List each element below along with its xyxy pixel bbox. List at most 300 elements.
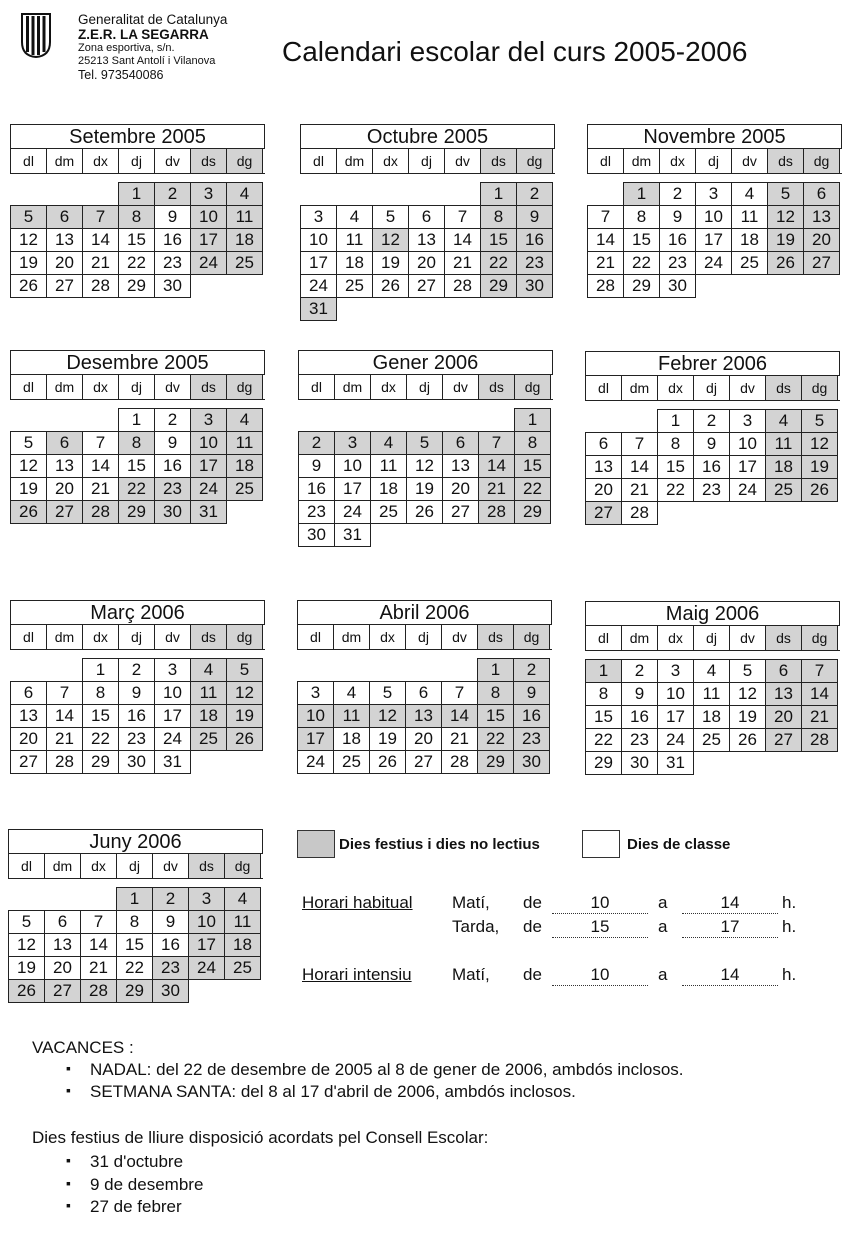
holiday-day-cell: 11 — [190, 681, 227, 705]
holiday-day-cell: 3 — [334, 431, 371, 455]
school-day-cell: 18 — [333, 727, 370, 751]
school-day-cell: 12 — [729, 682, 766, 706]
calendar-month — [587, 124, 842, 298]
school-day-cell: 23 — [118, 727, 155, 751]
school-day-cell: 14 — [621, 455, 658, 479]
school-day-cell: 19 — [10, 251, 47, 275]
from-label: de — [523, 917, 542, 936]
weekday-header-row — [10, 375, 265, 400]
holiday-day-cell: 29 — [480, 274, 517, 298]
calendar-month — [10, 350, 265, 524]
school-day-cell: 13 — [408, 228, 445, 252]
holiday-day-cell: 17 — [190, 454, 227, 478]
school-day-cell: 19 — [729, 705, 766, 729]
school-day-cell: 30 — [621, 751, 658, 775]
holiday-day-cell: 13 — [405, 704, 442, 728]
school-day-cell: 31 — [334, 523, 371, 547]
school-day-cell: 2 — [659, 182, 696, 206]
holiday-day-cell: 8 — [118, 205, 155, 229]
month-title: Gener 2006 — [298, 350, 553, 375]
holiday-day-cell: 2 — [152, 887, 189, 911]
school-day-cell: 16 — [152, 933, 189, 957]
holiday-day-cell: 27 — [44, 979, 81, 1003]
weekday-header: dm — [47, 625, 83, 649]
holiday-day-cell: 21 — [801, 705, 838, 729]
holiday-day-cell: 5 — [10, 205, 47, 229]
weekday-header-row — [10, 149, 265, 174]
weekday-header: dm — [335, 375, 371, 399]
holiday-day-cell: 9 — [513, 681, 550, 705]
school-day-cell: 28 — [587, 274, 624, 298]
weekday-header: dx — [81, 854, 117, 878]
holiday-day-cell: 19 — [226, 704, 263, 728]
school-day-cell: 28 — [444, 274, 481, 298]
calendar-month — [8, 829, 263, 1003]
school-day-cell: 24 — [729, 478, 766, 502]
holiday-day-cell: 22 — [477, 727, 514, 751]
holiday-day-cell: 8 — [118, 431, 155, 455]
school-day-cell: 27 — [405, 750, 442, 774]
weekday-header: ds — [189, 854, 225, 878]
holiday-day-cell: 7 — [801, 659, 838, 683]
school-day-cell: 12 — [10, 228, 47, 252]
school-day-cell: 20 — [46, 251, 83, 275]
holiday-day-cell: 23 — [516, 251, 553, 275]
school-name: Z.E.R. LA SEGARRA — [78, 27, 209, 42]
weekday-header: dv — [153, 854, 189, 878]
school-day-cell: 5 — [369, 681, 406, 705]
holiday-day-cell: 26 — [767, 251, 804, 275]
weekday-header: dx — [83, 625, 119, 649]
holiday-day-cell: 12 — [369, 704, 406, 728]
school-day-cell: 20 — [408, 251, 445, 275]
school-day-cell: 15 — [585, 705, 622, 729]
school-day-cell: 13 — [585, 455, 622, 479]
holiday-day-cell: 31 — [300, 297, 337, 321]
school-day-cell: 16 — [298, 477, 335, 501]
holiday-day-cell: 12 — [226, 681, 263, 705]
holiday-day-cell: 11 — [226, 431, 263, 455]
weekday-header: dg — [227, 375, 263, 399]
holiday-day-cell: 23 — [154, 477, 191, 501]
holiday-day-cell: 17 — [297, 727, 334, 751]
holiday-day-cell: 18 — [765, 455, 802, 479]
school-day-cell: 24 — [154, 727, 191, 751]
weekday-header: dg — [227, 625, 263, 649]
weekday-header: dx — [658, 376, 694, 400]
weekday-header: dj — [696, 149, 732, 173]
school-day-cell: 4 — [336, 205, 373, 229]
holiday-day-cell: 30 — [152, 979, 189, 1003]
school-day-cell: 7 — [80, 910, 117, 934]
weekday-header: dg — [515, 375, 551, 399]
holiday-day-cell: 14 — [801, 682, 838, 706]
school-day-cell: 3 — [154, 658, 191, 682]
school-day-cell: 28 — [441, 750, 478, 774]
holiday-day-cell: 29 — [118, 500, 155, 524]
school-day-cell: 13 — [46, 228, 83, 252]
holiday-day-cell: 4 — [226, 408, 263, 432]
school-day-cell: 10 — [657, 682, 694, 706]
holiday-day-cell: 20 — [765, 705, 802, 729]
school-day-cell: 26 — [10, 274, 47, 298]
holiday-day-cell: 6 — [442, 431, 479, 455]
weekday-header: dm — [622, 626, 658, 650]
school-day-cell: 19 — [369, 727, 406, 751]
weekday-header: dm — [624, 149, 660, 173]
holiday-day-cell: 24 — [190, 477, 227, 501]
school-day-cell: 11 — [693, 682, 730, 706]
school-day-cell: 23 — [693, 478, 730, 502]
generalitat-logo-icon — [20, 12, 52, 58]
holiday-day-cell: 11 — [226, 205, 263, 229]
weekday-header: ds — [191, 149, 227, 173]
holiday-day-cell: 3 — [190, 408, 227, 432]
school-day-cell: 28 — [621, 501, 658, 525]
school-day-cell: 21 — [82, 251, 119, 275]
school-day-cell: 6 — [44, 910, 81, 934]
holiday-day-cell: 3 — [190, 182, 227, 206]
school-day-cell: 28 — [82, 274, 119, 298]
holiday-day-cell: 22 — [480, 251, 517, 275]
day-grid — [587, 182, 842, 298]
holiday-day-cell: 30 — [513, 750, 550, 774]
school-day-cell: 23 — [154, 251, 191, 275]
holiday-day-cell: 5 — [406, 431, 443, 455]
holiday-day-cell: 4 — [370, 431, 407, 455]
school-day-cell: 15 — [118, 454, 155, 478]
school-day-cell: 22 — [82, 727, 119, 751]
legend-class-label: Dies de classe — [627, 836, 731, 853]
holiday-day-cell: 22 — [514, 477, 551, 501]
school-day-cell: 7 — [46, 681, 83, 705]
school-day-cell: 16 — [118, 704, 155, 728]
school-day-cell: 6 — [585, 432, 622, 456]
weekday-header-row — [300, 149, 555, 174]
school-day-cell: 27 — [10, 750, 47, 774]
school-day-cell: 18 — [731, 228, 768, 252]
holiday-day-cell: 2 — [516, 182, 553, 206]
school-day-cell: 26 — [372, 274, 409, 298]
school-day-cell: 23 — [659, 251, 696, 275]
school-day-cell: 9 — [659, 205, 696, 229]
school-day-cell: 24 — [297, 750, 334, 774]
weekday-header: dj — [119, 625, 155, 649]
school-day-cell: 8 — [585, 682, 622, 706]
holiday-day-cell: 13 — [765, 682, 802, 706]
intensive-morning-end: 14 — [682, 965, 778, 986]
weekday-header: dl — [298, 625, 334, 649]
school-day-cell: 2 — [154, 408, 191, 432]
weekday-header: dj — [409, 149, 445, 173]
school-day-cell: 17 — [695, 228, 732, 252]
school-day-cell: 30 — [118, 750, 155, 774]
holiday-day-cell: 1 — [480, 182, 517, 206]
holiday-day-cell: 12 — [372, 228, 409, 252]
holiday-day-cell: 8 — [477, 681, 514, 705]
school-day-cell: 12 — [10, 454, 47, 478]
school-day-cell: 18 — [693, 705, 730, 729]
free-day-item: ▪ 9 de desembre — [90, 1175, 203, 1195]
holiday-day-cell: 5 — [801, 409, 838, 433]
holiday-day-cell: 7 — [478, 431, 515, 455]
habitual-afternoon-end: 17 — [682, 917, 778, 938]
school-day-cell: 22 — [657, 478, 694, 502]
vacations-title: VACANCES : — [32, 1038, 134, 1057]
holiday-day-cell: 10 — [190, 431, 227, 455]
school-day-cell: 2 — [118, 658, 155, 682]
school-day-cell: 17 — [334, 477, 371, 501]
school-day-cell: 26 — [406, 500, 443, 524]
school-day-cell: 31 — [154, 750, 191, 774]
day-grid — [10, 658, 265, 774]
school-day-cell: 1 — [657, 409, 694, 433]
holiday-day-cell: 4 — [226, 182, 263, 206]
school-day-cell: 13 — [44, 933, 81, 957]
school-day-cell: 23 — [298, 500, 335, 524]
holiday-day-cell: 10 — [188, 910, 225, 934]
habitual-morning-end: 14 — [682, 893, 778, 914]
holiday-day-cell: 4 — [765, 409, 802, 433]
school-day-cell: 18 — [370, 477, 407, 501]
holiday-day-cell: 18 — [226, 454, 263, 478]
legend — [297, 830, 817, 860]
school-day-cell: 21 — [441, 727, 478, 751]
school-day-cell: 15 — [623, 228, 660, 252]
holiday-day-cell: 30 — [516, 274, 553, 298]
holiday-day-cell: 14 — [441, 704, 478, 728]
school-day-cell: 6 — [405, 681, 442, 705]
day-grid — [298, 408, 553, 547]
weekday-header: dx — [370, 625, 406, 649]
school-day-cell: 24 — [300, 274, 337, 298]
weekday-header: dg — [227, 149, 263, 173]
weekday-header: dv — [730, 626, 766, 650]
weekday-header-row — [585, 376, 840, 401]
legend-holiday-swatch — [297, 830, 335, 858]
holiday-day-cell: 4 — [190, 658, 227, 682]
school-day-cell: 20 — [585, 478, 622, 502]
from-label: de — [523, 893, 542, 912]
school-day-cell: 10 — [334, 454, 371, 478]
school-day-cell: 11 — [731, 205, 768, 229]
school-day-cell: 20 — [44, 956, 81, 980]
holiday-day-cell: 19 — [767, 228, 804, 252]
holiday-day-cell: 23 — [152, 956, 189, 980]
holiday-day-cell: 25 — [226, 477, 263, 501]
weekday-header: dx — [83, 149, 119, 173]
school-day-cell: 19 — [10, 477, 47, 501]
school-day-cell: 14 — [46, 704, 83, 728]
holiday-day-cell: 31 — [190, 500, 227, 524]
holiday-day-cell: 12 — [767, 205, 804, 229]
school-day-cell: 14 — [82, 454, 119, 478]
weekday-header: dg — [514, 625, 550, 649]
weekday-header-row — [297, 625, 552, 650]
holiday-day-cell: 2 — [298, 431, 335, 455]
school-day-cell: 7 — [587, 205, 624, 229]
school-day-cell: 8 — [623, 205, 660, 229]
school-day-cell: 16 — [154, 228, 191, 252]
school-day-cell: 19 — [372, 251, 409, 275]
school-day-cell: 16 — [621, 705, 658, 729]
holiday-day-cell: 14 — [478, 454, 515, 478]
holiday-day-cell: 18 — [224, 933, 261, 957]
school-day-cell: 20 — [46, 477, 83, 501]
holiday-day-cell: 5 — [226, 658, 263, 682]
holiday-day-cell: 4 — [224, 887, 261, 911]
address-line-1: Zona esportiva, s/n. — [78, 42, 175, 54]
school-day-cell: 6 — [10, 681, 47, 705]
school-day-cell: 7 — [444, 205, 481, 229]
holiday-day-cell: 1 — [623, 182, 660, 206]
month-title: Setembre 2005 — [10, 124, 265, 149]
weekday-header: dx — [660, 149, 696, 173]
weekday-header: dg — [517, 149, 553, 173]
weekday-header: ds — [191, 375, 227, 399]
hour-suffix: h. — [782, 917, 797, 936]
legend-holiday-label: Dies festius i dies no lectius — [339, 836, 540, 853]
calendar-month — [300, 124, 555, 321]
weekday-header: dl — [301, 149, 337, 173]
hour-suffix: h. — [782, 965, 797, 984]
weekday-header: dx — [371, 375, 407, 399]
weekday-header: dx — [658, 626, 694, 650]
holiday-day-cell: 25 — [190, 727, 227, 751]
school-day-cell: 17 — [657, 705, 694, 729]
school-day-cell: 27 — [46, 274, 83, 298]
school-day-cell: 15 — [116, 933, 153, 957]
holiday-day-cell: 1 — [116, 887, 153, 911]
weekday-header: dj — [406, 625, 442, 649]
school-day-cell: 29 — [585, 751, 622, 775]
school-day-cell: 30 — [154, 274, 191, 298]
weekday-header: dj — [694, 626, 730, 650]
holiday-day-cell: 1 — [514, 408, 551, 432]
school-day-cell: 7 — [621, 432, 658, 456]
school-day-cell: 16 — [693, 455, 730, 479]
day-grid — [297, 658, 552, 774]
school-day-cell: 25 — [370, 500, 407, 524]
holiday-day-cell: 2 — [154, 182, 191, 206]
school-day-cell: 16 — [154, 454, 191, 478]
holiday-day-cell: 6 — [803, 182, 840, 206]
vacation-item: ▪ SETMANA SANTA: del 8 al 17 d'abril de 2006, ambdós inclosos. — [90, 1082, 576, 1102]
school-day-cell: 14 — [444, 228, 481, 252]
holiday-day-cell: 1 — [477, 658, 514, 682]
school-day-cell: 31 — [657, 751, 694, 775]
school-day-cell: 24 — [334, 500, 371, 524]
holiday-day-cell: 28 — [82, 500, 119, 524]
weekday-header: dv — [443, 375, 479, 399]
holiday-day-cell: 28 — [801, 728, 838, 752]
school-day-cell: 1 — [82, 658, 119, 682]
holiday-day-cell: 5 — [767, 182, 804, 206]
school-day-cell: 9 — [693, 432, 730, 456]
day-grid — [585, 659, 840, 775]
holiday-day-cell: 11 — [765, 432, 802, 456]
holiday-day-cell: 8 — [514, 431, 551, 455]
school-day-cell: 27 — [442, 500, 479, 524]
weekday-header: dl — [299, 375, 335, 399]
school-day-cell: 9 — [152, 910, 189, 934]
school-day-cell: 29 — [82, 750, 119, 774]
school-day-cell: 13 — [442, 454, 479, 478]
weekday-header-row — [587, 149, 842, 174]
school-day-cell: 3 — [695, 182, 732, 206]
month-title: Març 2006 — [10, 600, 265, 625]
holiday-day-cell: 25 — [765, 478, 802, 502]
school-day-cell: 17 — [300, 251, 337, 275]
holiday-day-cell: 11 — [333, 704, 370, 728]
school-day-cell: 5 — [8, 910, 45, 934]
school-day-cell: 24 — [657, 728, 694, 752]
document-title: Calendari escolar del curs 2005-2006 — [282, 36, 748, 67]
weekday-header: dv — [445, 149, 481, 173]
calendar-month — [298, 350, 553, 547]
holiday-day-cell: 9 — [516, 205, 553, 229]
weekday-header: dl — [588, 149, 624, 173]
holiday-day-cell: 29 — [514, 500, 551, 524]
school-day-cell: 8 — [657, 432, 694, 456]
free-days-title: Dies festius de lliure disposició acordats pel Consell Escolar: — [32, 1128, 489, 1147]
holiday-day-cell: 26 — [8, 979, 45, 1003]
org-name: Generalitat de Catalunya — [78, 12, 228, 27]
school-day-cell: 11 — [336, 228, 373, 252]
school-day-cell: 21 — [587, 251, 624, 275]
school-day-cell: 15 — [118, 228, 155, 252]
holiday-day-cell: 24 — [190, 251, 227, 275]
school-day-cell: 20 — [405, 727, 442, 751]
weekday-header: ds — [478, 625, 514, 649]
holiday-day-cell: 26 — [226, 727, 263, 751]
weekday-header: dv — [732, 149, 768, 173]
calendar-month — [10, 124, 265, 298]
holiday-day-cell: 15 — [480, 228, 517, 252]
school-day-cell: 23 — [621, 728, 658, 752]
intensive-morning-start: 10 — [552, 965, 648, 986]
school-day-cell: 3 — [297, 681, 334, 705]
school-day-cell: 25 — [333, 750, 370, 774]
holiday-day-cell: 28 — [478, 500, 515, 524]
school-day-cell: 14 — [80, 933, 117, 957]
school-day-cell: 18 — [336, 251, 373, 275]
weekday-header: dl — [9, 854, 45, 878]
weekday-header: dl — [11, 375, 47, 399]
school-day-cell: 25 — [731, 251, 768, 275]
month-title: Octubre 2005 — [300, 124, 555, 149]
habitual-afternoon-start: 15 — [552, 917, 648, 938]
school-day-cell: 14 — [82, 228, 119, 252]
holiday-day-cell: 27 — [803, 251, 840, 275]
month-title: Abril 2006 — [297, 600, 552, 625]
school-day-cell: 5 — [10, 431, 47, 455]
weekday-header: dj — [407, 375, 443, 399]
school-day-cell: 29 — [623, 274, 660, 298]
school-day-cell: 17 — [154, 704, 191, 728]
school-day-cell: 10 — [154, 681, 191, 705]
school-day-cell: 9 — [298, 454, 335, 478]
school-day-cell: 20 — [442, 477, 479, 501]
school-day-cell: 15 — [82, 704, 119, 728]
school-day-cell: 26 — [729, 728, 766, 752]
school-day-cell: 27 — [408, 274, 445, 298]
holiday-day-cell: 19 — [801, 455, 838, 479]
school-day-cell: 19 — [406, 477, 443, 501]
holiday-day-cell: 23 — [513, 727, 550, 751]
weekday-header: dm — [47, 149, 83, 173]
day-grid — [585, 409, 840, 525]
